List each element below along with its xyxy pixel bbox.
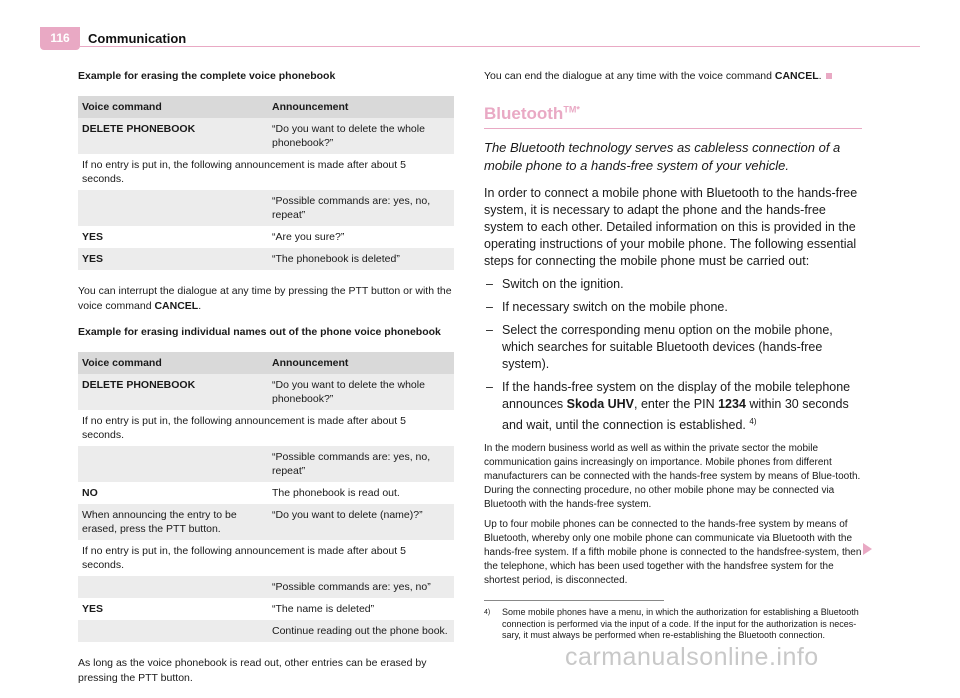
list-dash: – [486,277,493,291]
step-text-e: within 30 seconds and wait, until the connection is established. [502,397,849,433]
footnote-mark: 4) [484,609,491,617]
table-header-announcement: Announcement [268,96,454,118]
bluetooth-intro: The Bluetooth technology serves as cableless connection of a mobile phone to a hands-free system of your vehicle. [484,140,841,173]
table-cell-note: If no entry is put in, the following announcement is made after about 5 seconds. [82,159,406,185]
page-header-title: Communication [88,31,187,46]
example1-heading: Example for erasing the complete voice phonebook [78,70,336,82]
table-row [78,446,454,482]
right-column [484,70,862,642]
list-dash: – [486,300,493,314]
connection-steps-list [484,276,862,434]
cancel-paragraph [484,70,862,82]
voice-command-table-2 [78,352,454,642]
table-row [78,154,454,190]
table-cell-command [78,620,268,642]
bluetooth-heading [484,104,862,124]
footnote [484,607,862,642]
table-cell-announcement: Continue reading out the phone book. [268,620,454,642]
list-dash: – [486,380,493,394]
cancel-text: You can end the dialogue at any time with the voice command [484,70,775,82]
table-cell-announcement: “The phonebook is deleted” [268,248,454,270]
interrupt-end: . [198,300,202,312]
table-row [78,190,454,226]
step-text-a: If the hands-free system on the display of the mobile telephone announces [502,380,851,411]
table-row [78,598,454,620]
table-row [78,504,454,540]
table-cell-command: DELETE PHONEBOOK [78,118,268,154]
table-row [78,540,454,576]
bluetooth-heading-sup: TM* [563,104,580,115]
list-dash: – [486,323,493,337]
table-row [78,118,454,154]
table-row [78,248,454,270]
table-cell-announcement: The phonebook is read out. [272,487,400,499]
interrupt-text: You can interrupt the dialogue at any time by pressing the PTT button or with the voice command [78,285,452,312]
device-name: Skoda UHV [566,397,635,411]
table-cell-announcement: “Possible commands are: yes, no, repeat” [268,190,454,226]
table-cell-announcement: “Are you sure?” [272,231,345,243]
table-header-voice-command: Voice command [78,352,268,374]
table-cell-command [78,190,268,226]
continue-arrow-icon [863,543,872,555]
voice-command-table-1 [78,96,454,270]
step-text-c: , enter the PIN [634,397,719,411]
table-cell-command [78,576,268,598]
section-end-marker-icon [826,73,832,79]
pin-code: 1234 [718,397,746,411]
cancel-end: . [818,70,822,82]
table-row [78,374,454,410]
table-cell-command: NO [82,487,98,499]
table-cell-announcement: “Do you want to delete the whole phonebook?” [268,118,454,154]
table-cell-announcement: “Do you want to delete (name)?” [268,504,454,540]
table-cell-note: If no entry is put in, the following announcement is made after about 5 seconds. [82,545,406,571]
table-header-row [78,352,454,374]
list-item [484,379,862,434]
table-cell-command: When announcing the entry to be erased, press the PTT button. [78,504,268,540]
footnote-text: Some mobile phones have a menu, in which the authorization for establishing a Bluetooth connection is performed via the input of a code. If the input for the authorization is neces-sary, it must always be performed when re-establishing the Bluetooth connection. [502,607,859,641]
cancel-command: CANCEL [774,70,819,82]
header-divider [80,46,920,47]
interrupt-paragraph [78,284,454,314]
table-cell-announcement: “The name is deleted” [272,603,375,615]
step-text: Switch on the ignition. [502,277,624,291]
table-cell-note: If no entry is put in, the following announcement is made after about 5 seconds. [82,415,406,441]
note-paragraph-2: Up to four mobile phones can be connected to the hands-free system by means of Bluetooth, whereby only one mobile phone can communicate via Bluetooth with the hands-free system. If a fifth mobile phone is connected to the handsfree-system, then the telephone, which has been used together with the handsfree system for the shortest period, is disconnected. [484,519,862,587]
step-text: Select the corresponding menu option on the mobile phone, which searches for suitable Bluetooth devices (hands-free system). [502,323,833,371]
interrupt-cancel-command: CANCEL [154,300,199,312]
table-cell-command: DELETE PHONEBOOK [78,374,268,410]
bluetooth-heading-rule [484,128,862,129]
table-cell-announcement: “Possible commands are: yes, no” [268,576,454,598]
step-text: If necessary switch on the mobile phone. [502,300,728,314]
table-cell-announcement: “Possible commands are: yes, no, repeat” [268,446,454,482]
table-cell-command [78,446,268,482]
list-item [484,299,862,316]
watermark: carmanualsonline.info [565,643,819,671]
table-cell-announcement: “Do you want to delete the whole phonebook?” [268,374,454,410]
table-row [78,482,454,504]
table-cell-command: YES [82,231,104,243]
table-row [78,620,454,642]
closing-paragraph: As long as the voice phonebook is read out, other entries can be erased by pressing the PTT button. [78,657,427,684]
bluetooth-body: In order to connect a mobile phone with Bluetooth to the hands-free system, it is necessary to adapt the phone and the hands-free system to each other. Detailed information on this is provided in the operating instructions of your mobile phone. The following essential steps for connecting the mobile phone must be carried out: [484,186,858,268]
page-number: 116 [40,27,80,50]
list-item [484,276,862,293]
table-row [78,226,454,248]
table-header-row [78,96,454,118]
note-paragraph-1: In the modern business world as well as within the private sector the mobile communication gains increasingly on importance. Mobile phones from different manufacturers can be connected with the hands-free system by means of Blue-tooth. During the connecting procedure, no other mobile phone may be connected via Bluetooth with the hands-free system. [484,443,861,511]
left-column [78,70,454,698]
table-cell-command: YES [82,603,104,615]
footnote-reference: 4) [749,417,757,426]
table-header-announcement: Announcement [268,352,454,374]
footnote-divider [484,600,664,601]
list-item [484,322,862,373]
table-row [78,576,454,598]
table-cell-command: YES [78,248,268,270]
table-row [78,410,454,446]
table-header-voice-command: Voice command [78,96,268,118]
example2-heading: Example for erasing individual names out of the phone voice phonebook [78,326,441,338]
bluetooth-heading-text: Bluetooth [484,104,564,123]
